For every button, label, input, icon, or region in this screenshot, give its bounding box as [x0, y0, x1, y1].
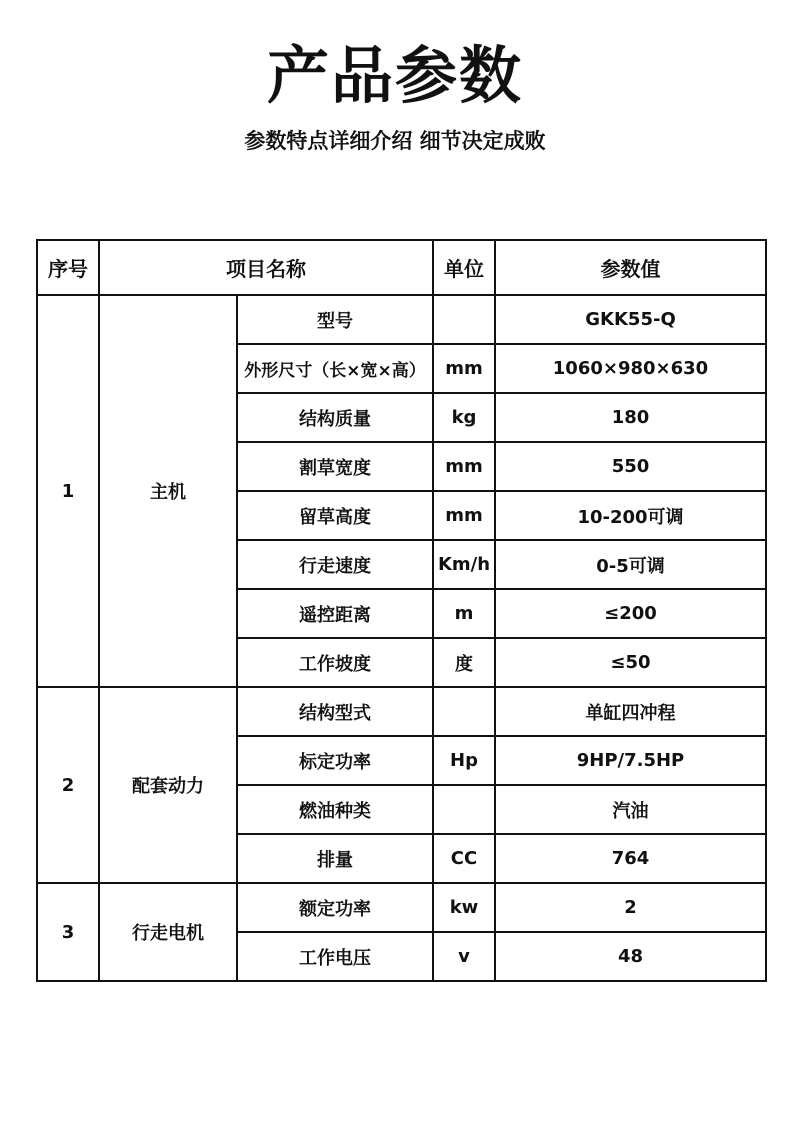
item-unit: kw [433, 883, 495, 932]
table-header-row [37, 240, 766, 295]
item-name: 结构质量 [237, 393, 433, 442]
group-name: 主机 [99, 295, 237, 687]
item-value: 180 [495, 393, 766, 442]
item-name: 工作坡度 [237, 638, 433, 687]
item-unit: m [433, 589, 495, 638]
item-value: ≤200 [495, 589, 766, 638]
group-name: 行走电机 [99, 883, 237, 981]
item-name: 留草高度 [237, 491, 433, 540]
item-name: 工作电压 [237, 932, 433, 981]
item-unit [433, 785, 495, 834]
item-name: 燃油种类 [237, 785, 433, 834]
item-value: GKK55-Q [495, 295, 766, 344]
item-unit: mm [433, 442, 495, 491]
group-name: 配套动力 [99, 687, 237, 883]
item-unit: mm [433, 491, 495, 540]
item-value: 汽油 [495, 785, 766, 834]
item-value: 550 [495, 442, 766, 491]
group-number: 2 [37, 687, 99, 883]
header-no: 序号 [37, 240, 99, 295]
item-name: 割草宽度 [237, 442, 433, 491]
item-name: 额定功率 [237, 883, 433, 932]
item-value: 10-200可调 [495, 491, 766, 540]
item-name: 行走速度 [237, 540, 433, 589]
item-unit: kg [433, 393, 495, 442]
header-unit: 单位 [433, 240, 495, 295]
header-value: 参数值 [495, 240, 766, 295]
item-name: 遥控距离 [237, 589, 433, 638]
item-name: 排量 [237, 834, 433, 883]
spec-table [36, 239, 767, 982]
item-unit: CC [433, 834, 495, 883]
item-name: 型号 [237, 295, 433, 344]
item-value: 1060×980×630 [495, 344, 766, 393]
item-unit: Km/h [433, 540, 495, 589]
group-number: 1 [37, 295, 99, 687]
item-value: 764 [495, 834, 766, 883]
item-value: 单缸四冲程 [495, 687, 766, 736]
page-title: 产品参数 [266, 39, 523, 112]
item-unit: v [433, 932, 495, 981]
item-unit [433, 295, 495, 344]
item-value: 48 [495, 932, 766, 981]
item-unit: Hp [433, 736, 495, 785]
item-name: 外形尺寸（长×宽×高） [237, 344, 433, 393]
header-item: 项目名称 [99, 240, 433, 295]
item-name: 结构型式 [237, 687, 433, 736]
item-unit: mm [433, 344, 495, 393]
item-value: 2 [495, 883, 766, 932]
item-unit [433, 687, 495, 736]
item-value: 9HP/7.5HP [495, 736, 766, 785]
item-name: 标定功率 [237, 736, 433, 785]
table-row [37, 687, 766, 736]
table-row [37, 295, 766, 344]
group-number: 3 [37, 883, 99, 981]
item-unit: 度 [433, 638, 495, 687]
item-value: 0-5可调 [495, 540, 766, 589]
table-row [37, 883, 766, 932]
item-value: ≤50 [495, 638, 766, 687]
page-subtitle: 参数特点详细介绍 细节决定成败 [244, 129, 546, 153]
